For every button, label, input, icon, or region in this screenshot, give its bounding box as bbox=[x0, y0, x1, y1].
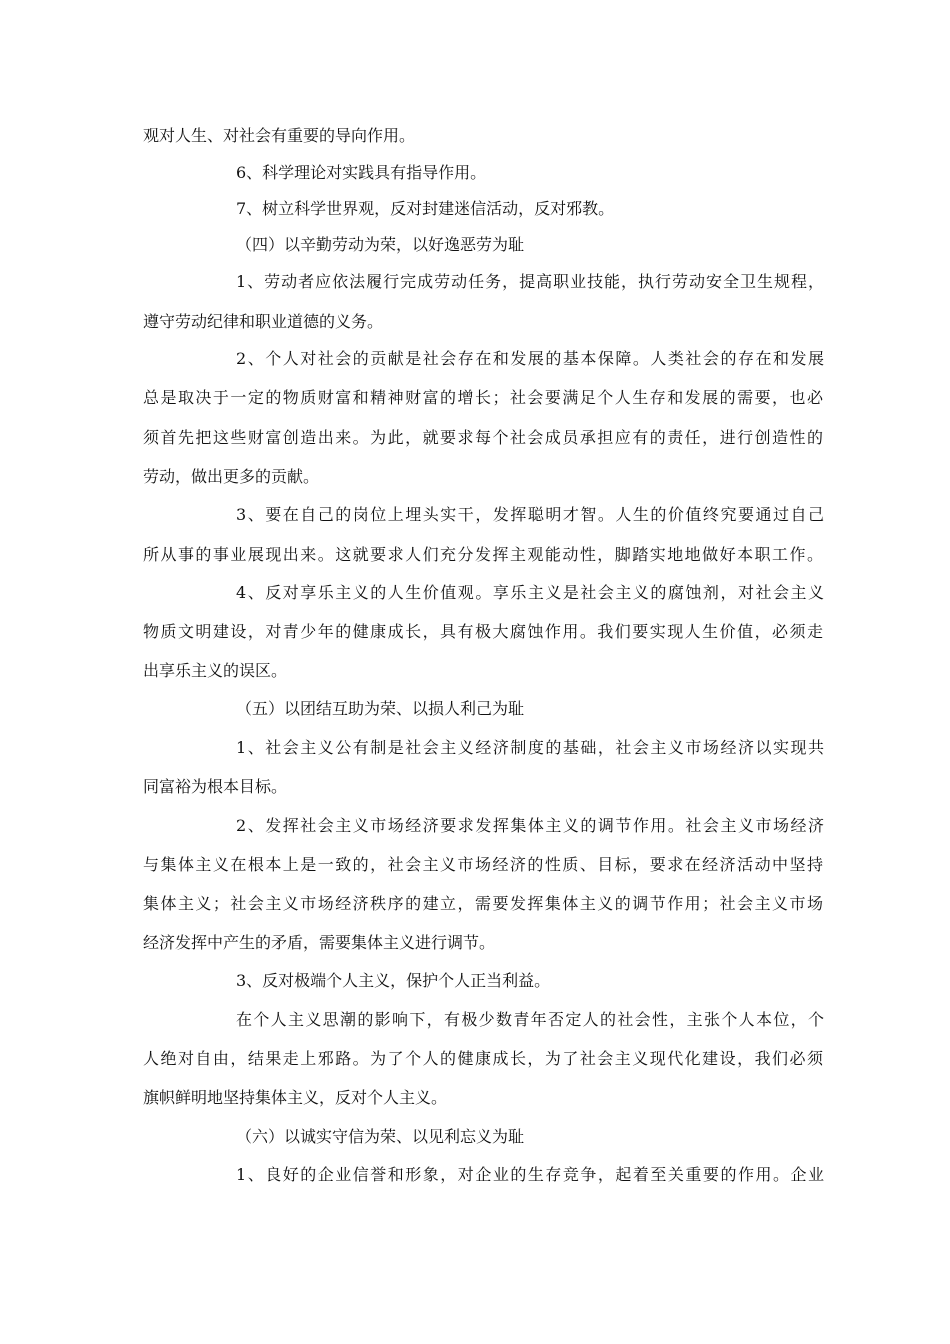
text-line-5: 1、劳动者应依法履行完成劳动任务，提高职业技能，执行劳动安全卫生规程， bbox=[236, 272, 824, 291]
text-line-13: 4、反对享乐主义的人生价值观。享乐主义是社会主义的腐蚀剂，对社会主义 bbox=[236, 583, 824, 602]
text-line-1: 观对人生、对社会有重要的导向作用。 bbox=[143, 126, 416, 145]
text-line-25: 人绝对自由，结果走上邪路。为了个人的健康成长，为了社会主义现代化建设，我们必须 bbox=[143, 1049, 823, 1068]
text-line-15: 出享乐主义的误区。 bbox=[143, 661, 288, 680]
section-heading-six: （六）以诚实守信为荣、以见利忘义为耻 bbox=[236, 1127, 525, 1146]
text-line-9: 须首先把这些财富创造出来。为此，就要求每个社会成员承担应有的责任，进行创造性的 bbox=[143, 428, 823, 447]
text-line-24: 在个人主义思潮的影响下，有极少数青年否定人的社会性，主张个人本位，个 bbox=[236, 1010, 824, 1029]
text-line-22: 经济发挥中产生的矛盾，需要集体主义进行调节。 bbox=[143, 933, 496, 952]
text-line-19: 2、发挥社会主义市场经济要求发挥集体主义的调节作用。社会主义市场经济 bbox=[236, 816, 824, 835]
text-line-11: 3、要在自己的岗位上埋头实干，发挥聪明才智。人生的价值终究要通过自己 bbox=[236, 505, 824, 524]
text-line-20: 与集体主义在根本上是一致的，社会主义市场经济的性质、目标，要求在经济活动中坚持 bbox=[143, 855, 823, 874]
text-line-3: 7、树立科学世界观，反对封建迷信活动，反对邪教。 bbox=[236, 199, 615, 218]
text-line-17: 1、社会主义公有制是社会主义经济制度的基础，社会主义市场经济以实现共 bbox=[236, 738, 824, 757]
text-line-21: 集体主义；社会主义市场经济秩序的建立，需要发挥集体主义的调节作用；社会主义市场 bbox=[143, 894, 823, 913]
text-line-18: 同富裕为根本目标。 bbox=[143, 777, 288, 796]
section-heading-five: （五）以团结互助为荣、以损人利己为耻 bbox=[236, 699, 525, 718]
section-heading-four: （四）以辛勤劳动为荣，以好逸恶劳为耻 bbox=[236, 235, 525, 254]
text-line-2: 6、科学理论对实践具有指导作用。 bbox=[236, 163, 487, 182]
text-line-23: 3、反对极端个人主义，保护个人正当利益。 bbox=[236, 971, 551, 990]
text-line-7: 2、个人对社会的贡献是社会存在和发展的基本保障。人类社会的存在和发展 bbox=[236, 349, 824, 368]
text-line-6: 遵守劳动纪律和职业道德的义务。 bbox=[143, 312, 384, 331]
text-line-12: 所从事的事业展现出来。这就要求人们充分发挥主观能动性，脚踏实地地做好本职工作。 bbox=[143, 545, 823, 564]
text-line-8: 总是取决于一定的物质财富和精神财富的增长；社会要满足个人生存和发展的需要，也必 bbox=[143, 388, 823, 407]
text-line-28: 1、良好的企业信誉和形象，对企业的生存竞争，起着至关重要的作用。企业 bbox=[236, 1165, 824, 1184]
text-line-10: 劳动，做出更多的贡献。 bbox=[143, 467, 320, 486]
text-line-26: 旗帜鲜明地坚持集体主义，反对个人主义。 bbox=[143, 1088, 448, 1107]
text-line-14: 物质文明建设，对青少年的健康成长，具有极大腐蚀作用。我们要实现人生价值，必须走 bbox=[143, 622, 823, 641]
